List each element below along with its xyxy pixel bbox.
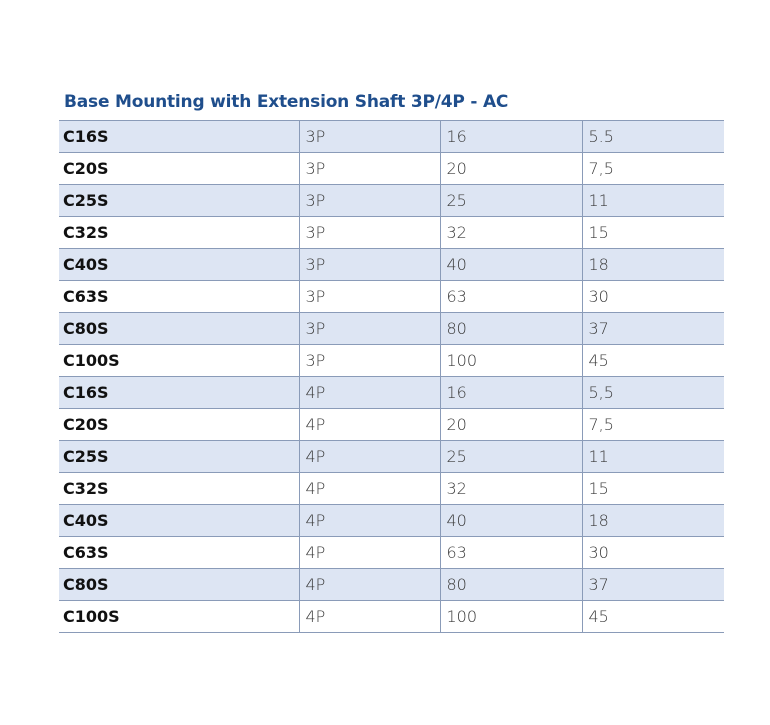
current-cell: 25 <box>440 185 582 217</box>
poles-cell: 3P <box>299 249 440 281</box>
power-cell: 5.5 <box>582 121 724 153</box>
power-cell: 15 <box>582 473 724 505</box>
power-cell: 11 <box>582 441 724 473</box>
table-row <box>59 153 724 185</box>
poles-cell: 4P <box>299 377 440 409</box>
current-cell: 40 <box>440 249 582 281</box>
table-row <box>59 569 724 601</box>
power-cell: 37 <box>582 569 724 601</box>
power-cell: 11 <box>582 185 724 217</box>
current-cell: 40 <box>440 505 582 537</box>
current-cell: 20 <box>440 153 582 185</box>
model-cell: C80S <box>59 569 299 601</box>
table-row <box>59 441 724 473</box>
table-row <box>59 121 724 153</box>
power-cell: 30 <box>582 537 724 569</box>
model-cell: C63S <box>59 537 299 569</box>
poles-cell: 3P <box>299 121 440 153</box>
poles-cell: 4P <box>299 569 440 601</box>
model-cell: C20S <box>59 409 299 441</box>
power-cell: 7,5 <box>582 409 724 441</box>
model-cell: C32S <box>59 217 299 249</box>
poles-cell: 4P <box>299 537 440 569</box>
power-cell: 5,5 <box>582 377 724 409</box>
table-row <box>59 601 724 633</box>
poles-cell: 3P <box>299 185 440 217</box>
current-cell: 63 <box>440 537 582 569</box>
power-cell: 30 <box>582 281 724 313</box>
model-cell: C25S <box>59 441 299 473</box>
power-cell: 37 <box>582 313 724 345</box>
model-cell: C100S <box>59 601 299 633</box>
power-cell: 18 <box>582 249 724 281</box>
model-cell: C32S <box>59 473 299 505</box>
poles-cell: 4P <box>299 409 440 441</box>
current-cell: 16 <box>440 377 582 409</box>
table-row <box>59 377 724 409</box>
current-cell: 63 <box>440 281 582 313</box>
current-cell: 80 <box>440 569 582 601</box>
model-cell: C20S <box>59 153 299 185</box>
power-cell: 45 <box>582 345 724 377</box>
model-cell: C25S <box>59 185 299 217</box>
table-row <box>59 409 724 441</box>
table-row <box>59 185 724 217</box>
poles-cell: 3P <box>299 281 440 313</box>
poles-cell: 3P <box>299 313 440 345</box>
model-cell: C80S <box>59 313 299 345</box>
model-cell: C63S <box>59 281 299 313</box>
current-cell: 100 <box>440 345 582 377</box>
table-row <box>59 217 724 249</box>
current-cell: 32 <box>440 473 582 505</box>
model-cell: C40S <box>59 505 299 537</box>
poles-cell: 4P <box>299 505 440 537</box>
poles-cell: 3P <box>299 217 440 249</box>
current-cell: 32 <box>440 217 582 249</box>
table-row <box>59 249 724 281</box>
power-cell: 7,5 <box>582 153 724 185</box>
table-row <box>59 505 724 537</box>
poles-cell: 3P <box>299 345 440 377</box>
table-row <box>59 281 724 313</box>
poles-cell: 4P <box>299 441 440 473</box>
table-title: Base Mounting with Extension Shaft 3P/4P - AC <box>64 92 509 112</box>
poles-cell: 4P <box>299 473 440 505</box>
model-cell: C40S <box>59 249 299 281</box>
table-row <box>59 473 724 505</box>
current-cell: 20 <box>440 409 582 441</box>
model-cell: C100S <box>59 345 299 377</box>
poles-cell: 3P <box>299 153 440 185</box>
current-cell: 80 <box>440 313 582 345</box>
power-cell: 45 <box>582 601 724 633</box>
current-cell: 25 <box>440 441 582 473</box>
model-cell: C16S <box>59 121 299 153</box>
model-cell: C16S <box>59 377 299 409</box>
current-cell: 16 <box>440 121 582 153</box>
poles-cell: 4P <box>299 601 440 633</box>
current-cell: 100 <box>440 601 582 633</box>
table-row <box>59 345 724 377</box>
spec-table <box>59 120 724 633</box>
table-row <box>59 537 724 569</box>
table-row <box>59 313 724 345</box>
power-cell: 15 <box>582 217 724 249</box>
power-cell: 18 <box>582 505 724 537</box>
